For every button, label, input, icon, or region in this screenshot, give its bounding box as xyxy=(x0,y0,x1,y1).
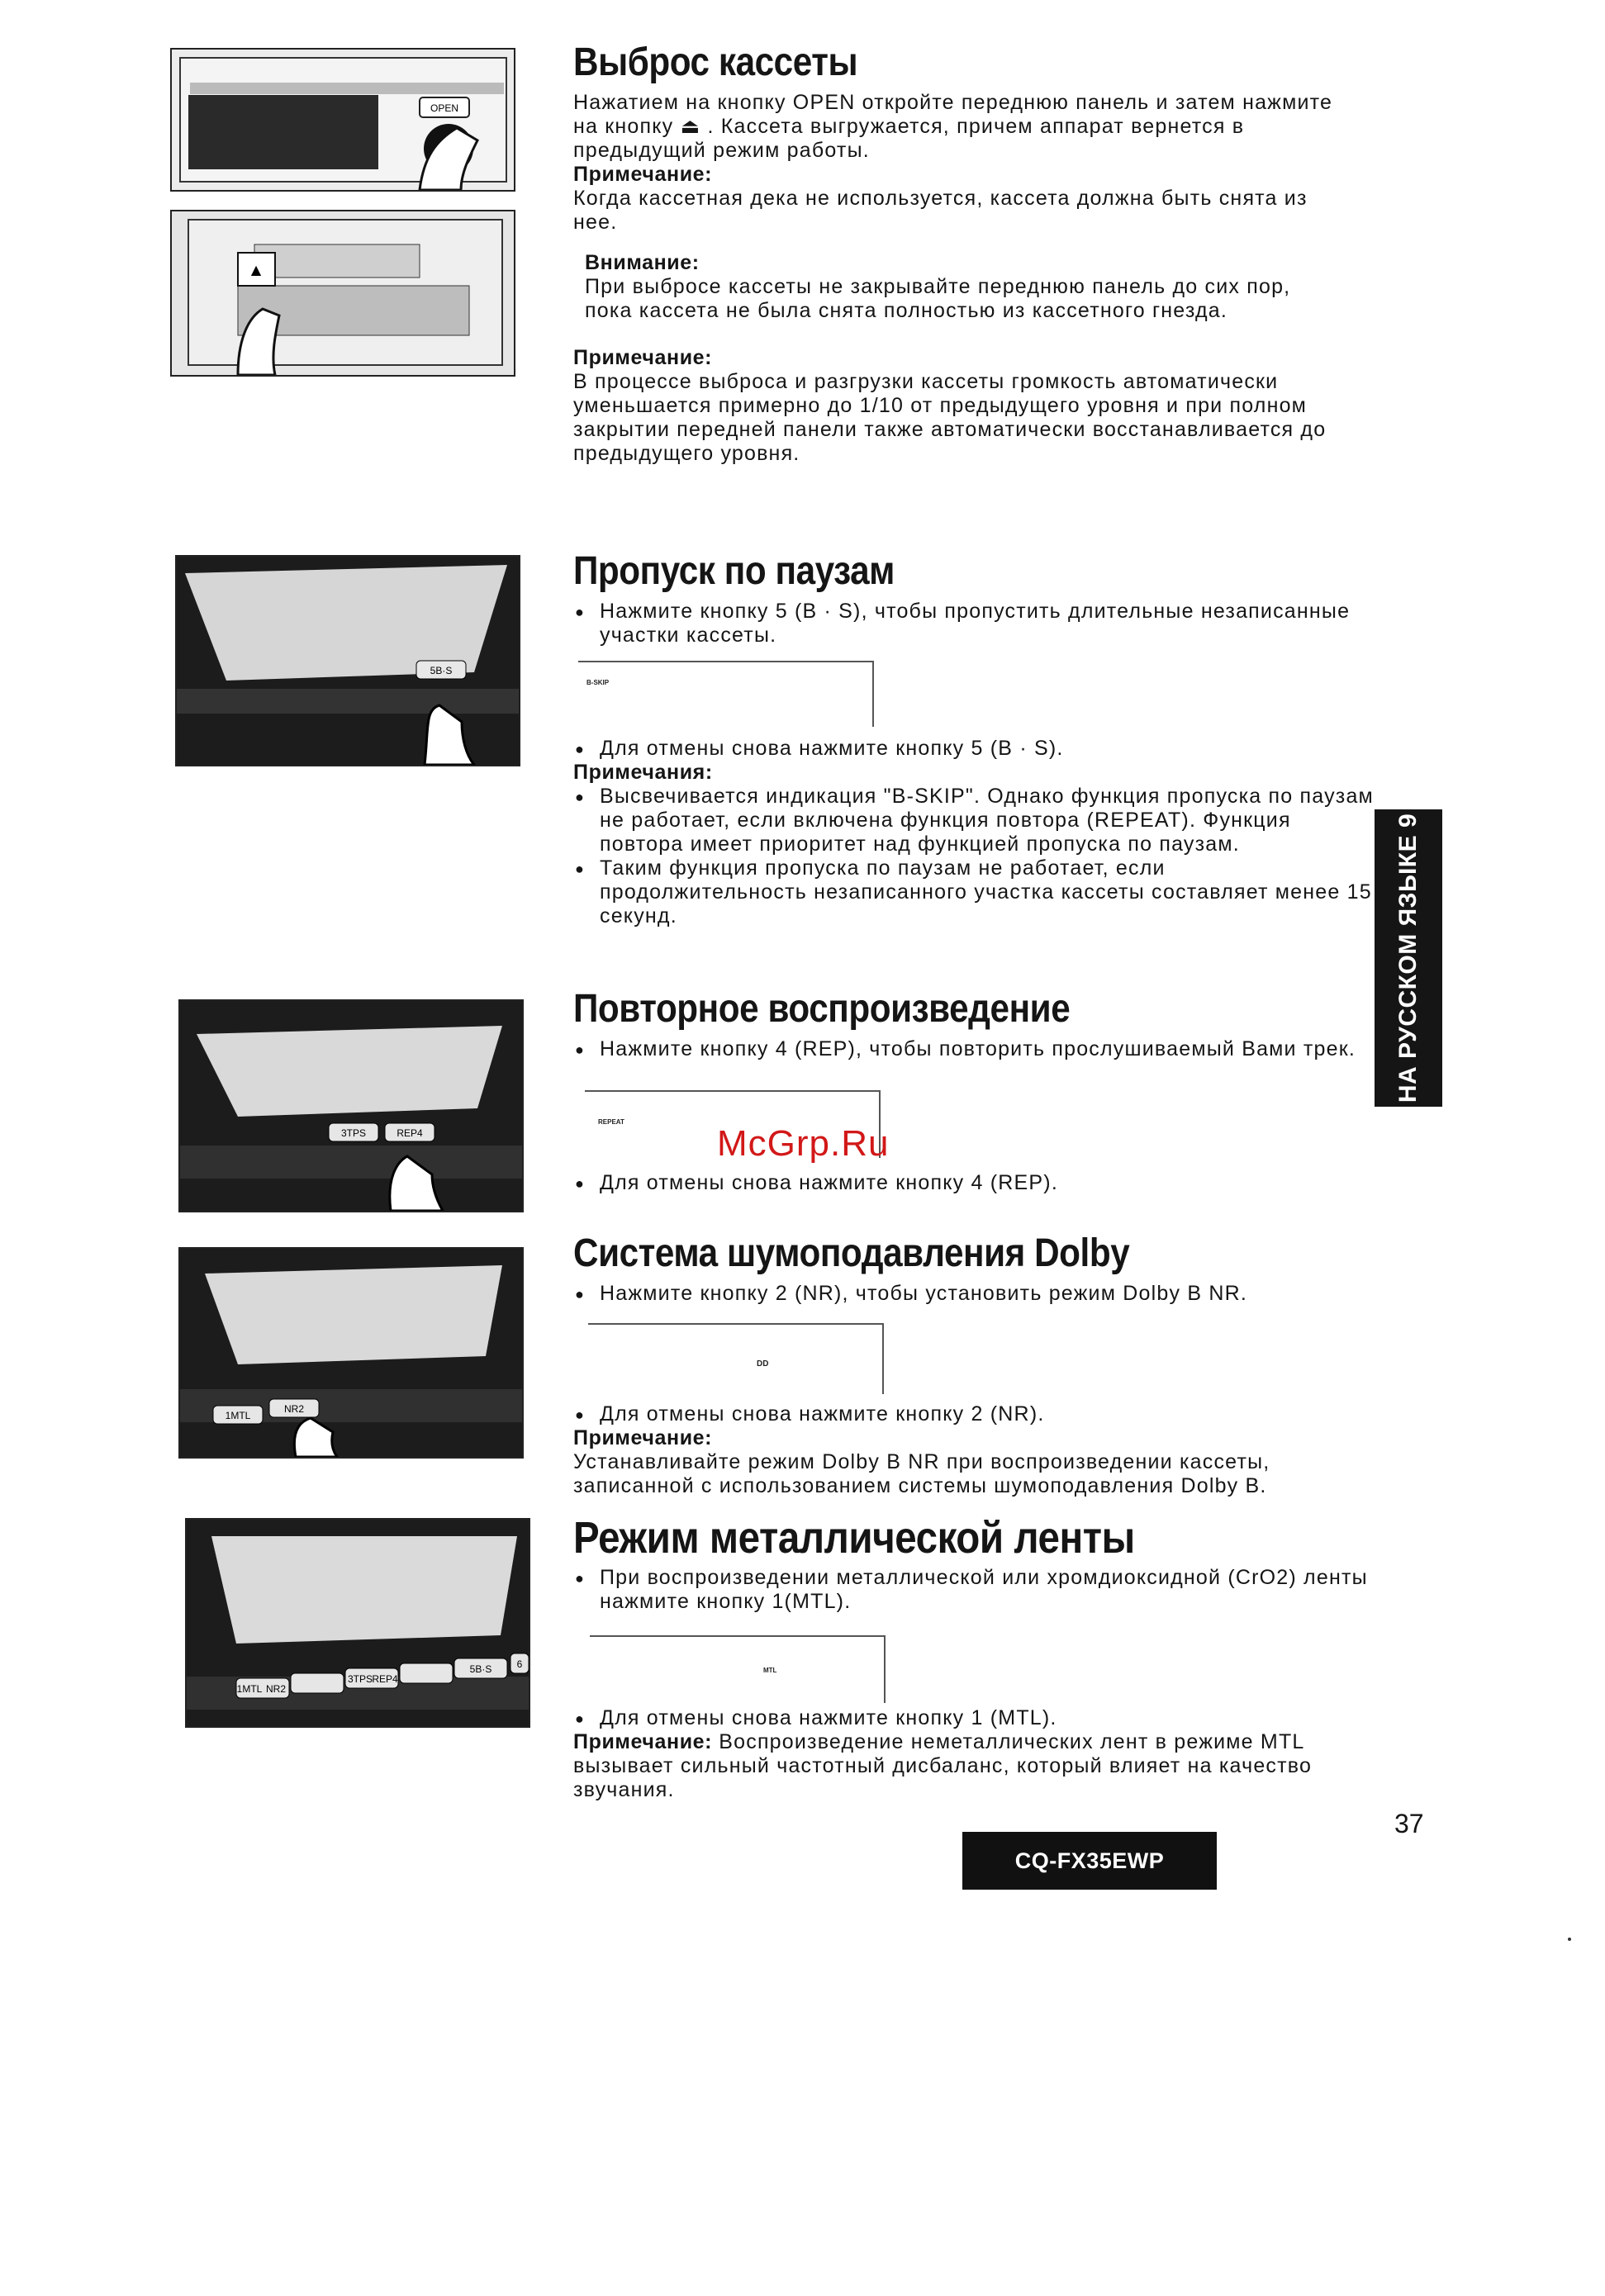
metal-display xyxy=(590,1635,886,1703)
metal-note xyxy=(573,1730,1366,1802)
rep-button-label-1: 3TPS xyxy=(340,1127,367,1139)
bskip-bullet-2: ● Для отмены снова нажмите кнопку 5 (B · S). xyxy=(573,737,1366,761)
metal-note-text: Воспроизведение неметаллических лент в режиме MTL вызывает сильный частотный дисбаланс, который влияет на качество звучания. xyxy=(573,1730,1313,1801)
eject-title: Выброс кассеты xyxy=(573,40,858,84)
open-button-label: OPEN xyxy=(430,102,459,114)
eject-warning-text: При выбросе кассеты не закрывайте переднюю панель до сих пор, пока кассета не была снята полностью из кассетного гнезда. xyxy=(585,275,1291,322)
section-repeat-cont xyxy=(573,1171,1366,1195)
bskip-display xyxy=(578,661,874,727)
photo-mtl-button xyxy=(185,1518,530,1728)
metal-note-label: Примечание: xyxy=(573,1730,713,1753)
watermark: McGrp.Ru xyxy=(717,1123,890,1164)
eject-note-label: Примечание: xyxy=(573,163,713,186)
mtl-button-label-2: NR2 xyxy=(265,1683,287,1695)
nr-button-label-2: NR2 xyxy=(283,1403,305,1415)
mtl-button-label-4: REP4 xyxy=(372,1673,398,1685)
bs-button-label: 5B·S xyxy=(430,665,453,676)
photo-open-button xyxy=(170,48,515,192)
eject-warning-label: Внимание: xyxy=(585,251,700,274)
mtl-button-label-1: 1MTL xyxy=(236,1683,263,1695)
dolby-note-text: Устанавливайте режим Dolby B NR при воспроизведении кассеты, записанной с использованием системы шумоподавления Dolby B. xyxy=(573,1450,1270,1497)
bskip-note-1: ● Высвечивается индикация "B-SKIP". Однако функция пропуска по паузам не работает, если включена функция повтора (REPEAT). Функция повтора имеет приоритет над функцией пропуска по паузам. xyxy=(573,785,1376,856)
photo-rep-button xyxy=(178,999,524,1212)
dolby-note-label: Примечание: xyxy=(573,1426,713,1449)
repeat-display-label: REPEAT xyxy=(598,1118,624,1126)
section-bskip xyxy=(573,548,1366,648)
language-side-tab xyxy=(1375,809,1442,1107)
bskip-display-label: B-SKIP xyxy=(586,679,610,686)
rep-button-label-2: REP4 xyxy=(397,1127,423,1139)
section-repeat xyxy=(573,986,1366,1061)
section-eject xyxy=(573,40,1366,466)
section-dolby-cont xyxy=(573,1402,1366,1498)
section-dolby xyxy=(573,1231,1366,1306)
photo-bs-button xyxy=(175,555,520,766)
section-bskip-cont xyxy=(573,737,1374,928)
dolby-bullet-1: ● Нажмите кнопку 2 (NR), чтобы установить режим Dolby B NR. xyxy=(573,1282,1366,1306)
eject-note2-label: Примечание: xyxy=(573,346,713,369)
bskip-notes-label: Примечания: xyxy=(573,761,713,784)
scan-speck xyxy=(1568,1938,1571,1941)
metal-bullet-1: ● При воспроизведении металлической или хромдиоксидной (CrO2) ленты нажмите кнопку 1(MTL). xyxy=(573,1566,1384,1614)
mtl-button-label-3: 3TPS xyxy=(347,1673,373,1685)
mtl-button-label-6: 6 xyxy=(516,1658,523,1670)
eject-note-text: Когда кассетная дека не используется, кассета должна быть снята из нее. xyxy=(573,187,1308,234)
language-side-tab-label: НА РУССКОМ ЯЗЫКЕ 9 xyxy=(1394,813,1422,1103)
bskip-bullet-1: ● Нажмите кнопку 5 (B · S), чтобы пропустить длительные незаписанные участки кассеты. xyxy=(573,600,1360,648)
repeat-bullet-1: ● Нажмите кнопку 4 (REP), чтобы повторить прослушиваемый Вами трек. xyxy=(573,1037,1376,1061)
dolby-display xyxy=(588,1323,884,1394)
eject-paragraph: Нажатием на кнопку OPEN откройте переднюю панель и затем нажмите на кнопку ⏏ . Кассета выгружается, причем аппарат вернется в предыдущий режим работы. xyxy=(573,91,1333,162)
page-number: 37 xyxy=(1394,1809,1424,1838)
repeat-title: Повторное воспроизведение xyxy=(573,987,1071,1031)
mtl-button-label-5: 5B·S xyxy=(469,1663,492,1675)
section-metal xyxy=(573,1515,1366,1614)
eject-note2-text: В процессе выброса и разгрузки кассеты громкость автоматически уменьшается примерно до 1/10 от предыдущего уровня и при полном закрытии передней панели также автоматически восстанавливается до предыдущего уровня. xyxy=(573,370,1327,465)
dolby-display-label: DD xyxy=(757,1359,769,1369)
bskip-title: Пропуск по паузам xyxy=(573,549,895,593)
section-metal-cont xyxy=(573,1706,1366,1802)
metal-title: Режим металлической ленты xyxy=(573,1513,1135,1563)
metal-display-label: MTL xyxy=(763,1667,777,1674)
photo-nr-button xyxy=(178,1247,524,1459)
model-badge: CQ-FX35EWP xyxy=(962,1832,1217,1890)
photo-eject-button xyxy=(170,210,515,377)
metal-bullet-2: ● Для отмены снова нажмите кнопку 1 (MTL). xyxy=(573,1706,1366,1730)
dolby-bullet-2: ● Для отмены снова нажмите кнопку 2 (NR). xyxy=(573,1402,1366,1426)
nr-button-label-1: 1MTL xyxy=(225,1410,251,1421)
eject-button-label: ▲ xyxy=(250,262,262,278)
dolby-title: Система шумоподавления Dolby xyxy=(573,1231,1130,1275)
bskip-note-2: ● Таким функция пропуска по паузам не работает, если продолжительность незаписанного участка кассеты составляет менее 15 секунд. xyxy=(573,856,1376,928)
repeat-bullet-2: ● Для отмены снова нажмите кнопку 4 (REP). xyxy=(573,1171,1366,1195)
